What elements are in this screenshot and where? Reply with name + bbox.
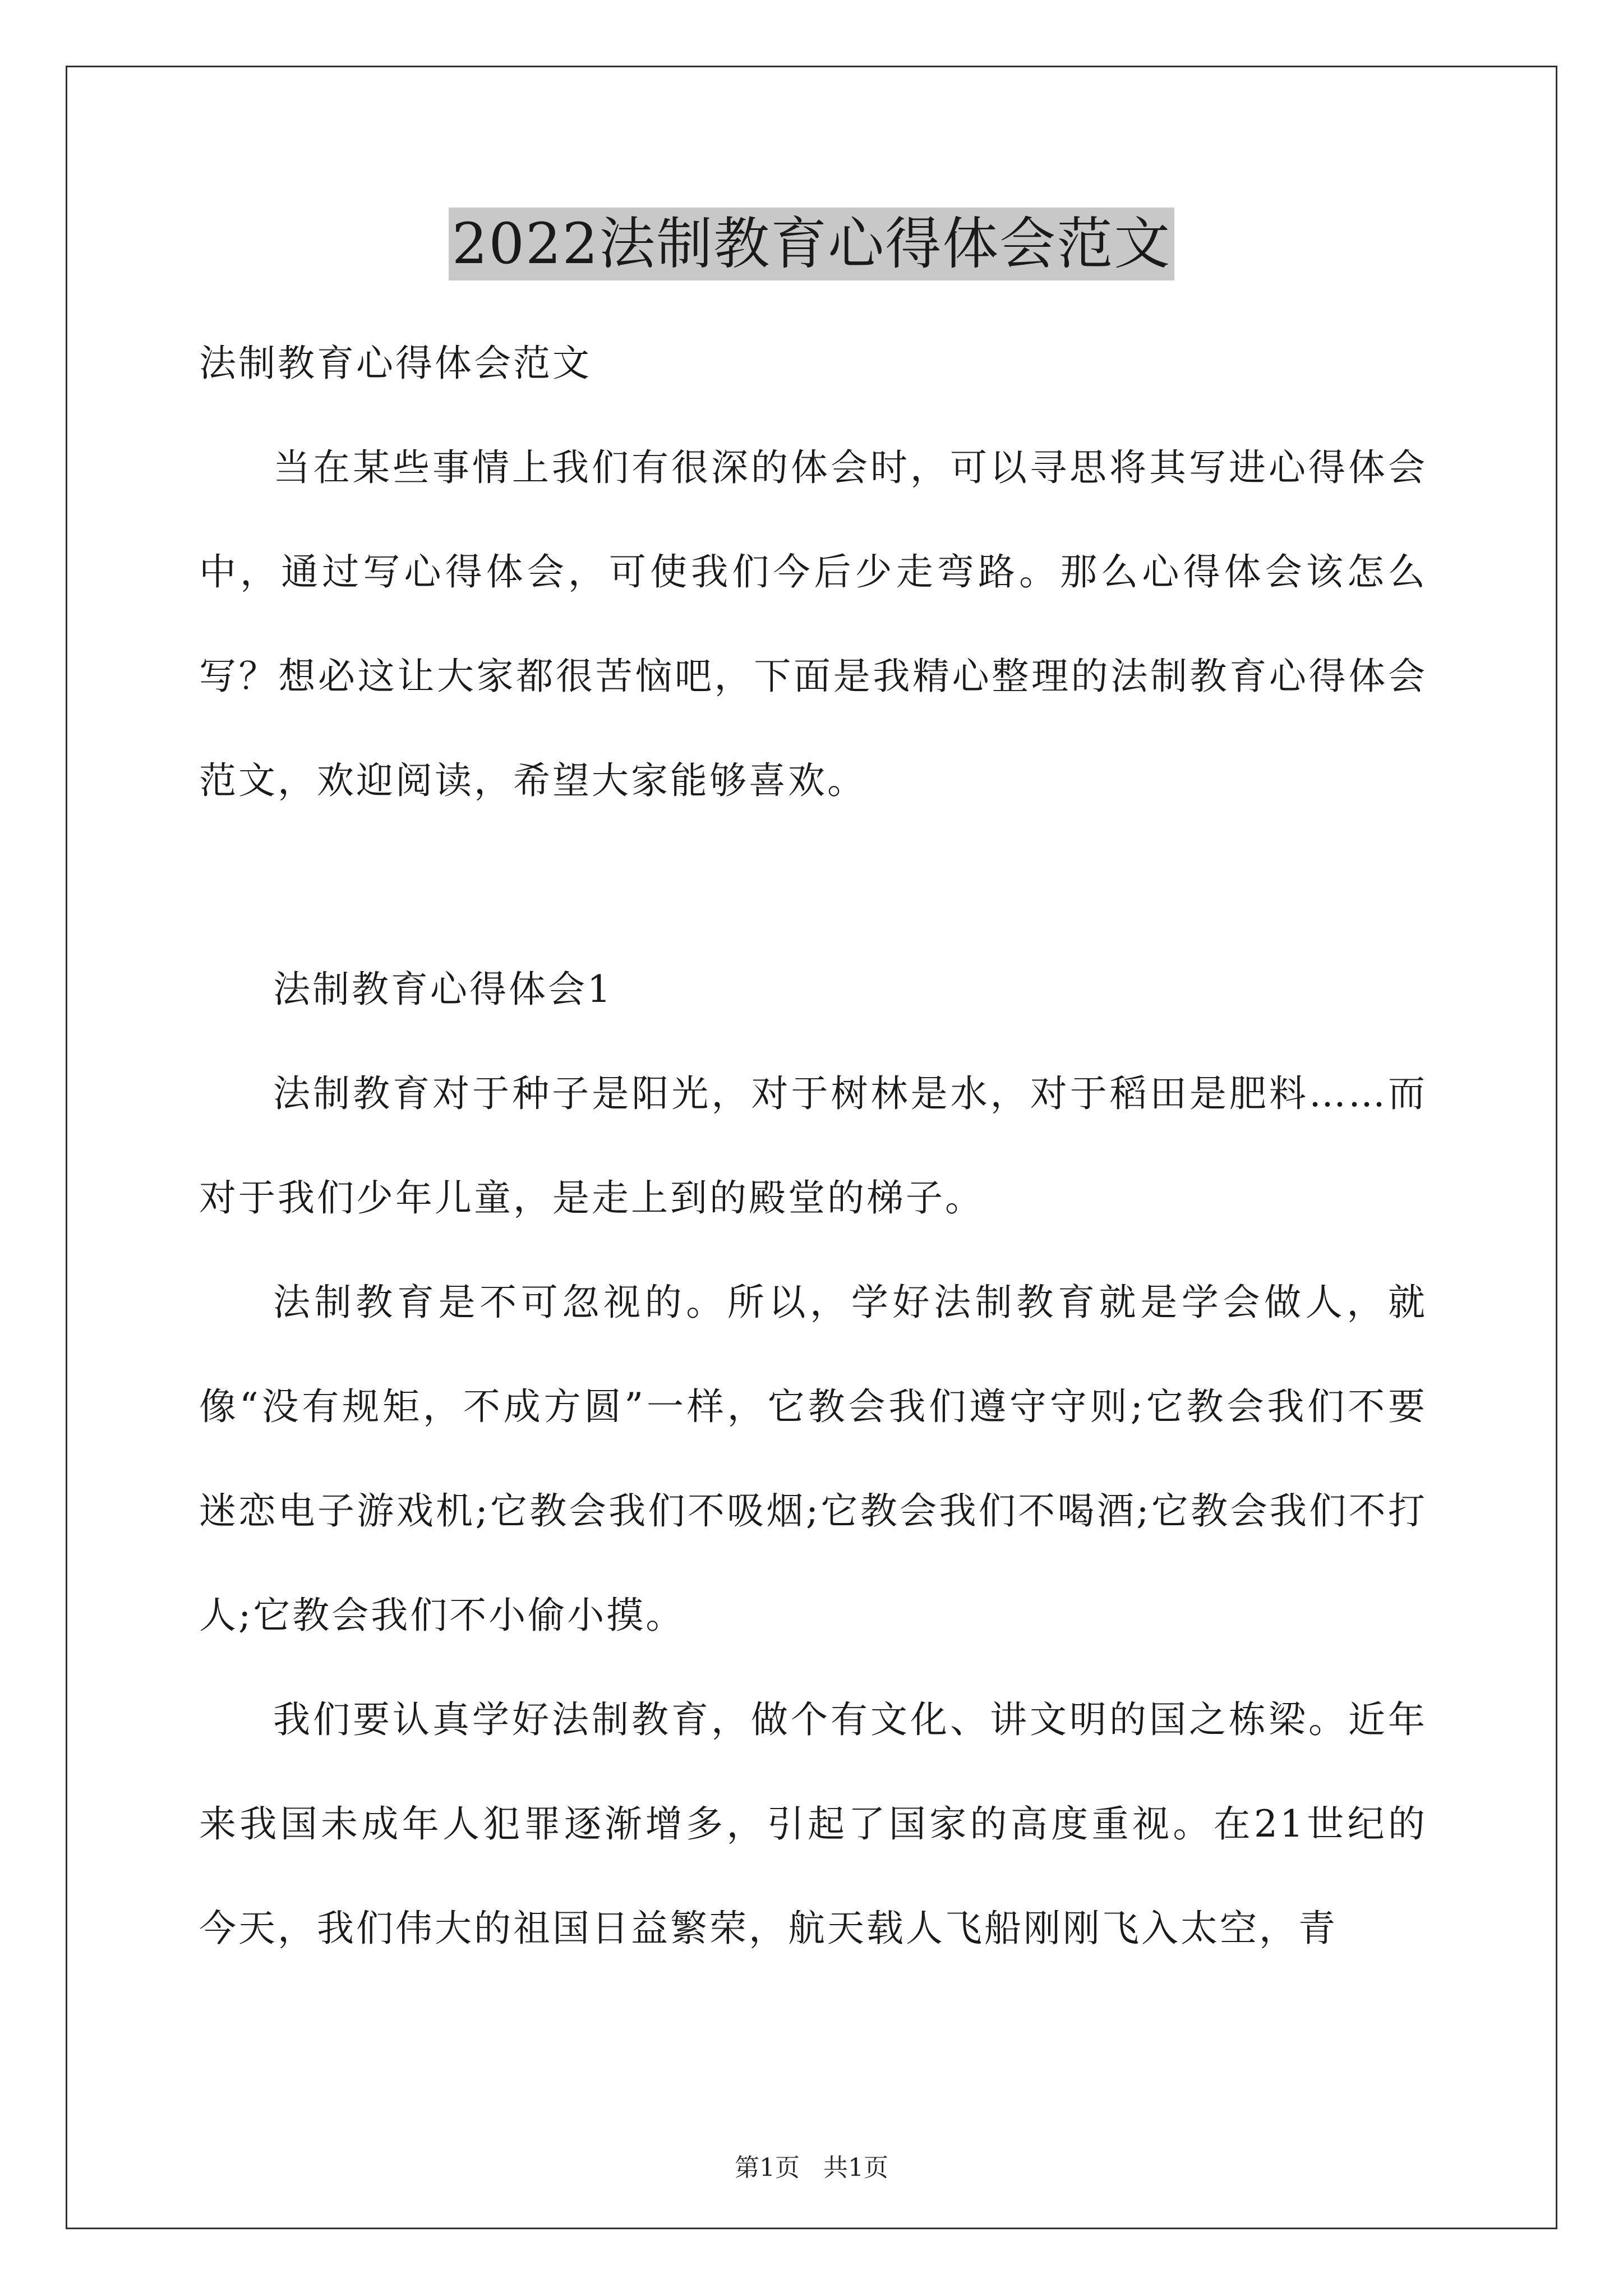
body-paragraph: 法制教育是不可忽视的。所以，学好法制教育就是学会做人，就像“没有规矩，不成方圆”一样，它教会我们遵守守则;它教会我们不要迷恋电子游戏机;它教会我们不吸烟;它教会我们不喝酒;它教会我们不打人;它教会我们不小偷小摸。 <box>199 1281 1427 1637</box>
body-paragraph: 我们要认真学好法制教育，做个有文化、讲文明的国之栋梁。近年来我国未成年人犯罪逐渐增多，引起了国家的高度重视。在21世纪的今天，我们伟大的祖国日益繁荣，航天载人飞船刚刚飞入太空，青 <box>199 1698 1427 1950</box>
intro-paragraph: 当在某些事情上我们有很深的体会时，可以寻思将其写进心得体会中，通过写心得体会，可使我们今后少走弯路。那么心得体会该怎么写？想必这让大家都很苦恼吧，下面是我精心整理的法制教育心得体会范文，欢迎阅读，希望大家能够喜欢。 <box>199 446 1427 802</box>
page-total: 共1页 <box>823 2154 888 2182</box>
document-body <box>199 311 1427 1981</box>
page-footer <box>0 2151 1623 2185</box>
section-heading: 法制教育心得体会1 <box>273 968 613 1011</box>
document-subtitle: 法制教育心得体会范文 <box>199 342 592 385</box>
page-number: 第1页 <box>735 2154 800 2182</box>
title-container <box>0 208 1623 280</box>
section-gap <box>199 833 1427 937</box>
body-paragraph: 法制教育对于种子是阳光，对于树林是水，对于稻田是肥料……而对于我们少年儿童，是走上到的殿堂的梯子。 <box>199 1072 1427 1220</box>
document-title: 2022法制教育心得体会范文 <box>449 208 1175 280</box>
